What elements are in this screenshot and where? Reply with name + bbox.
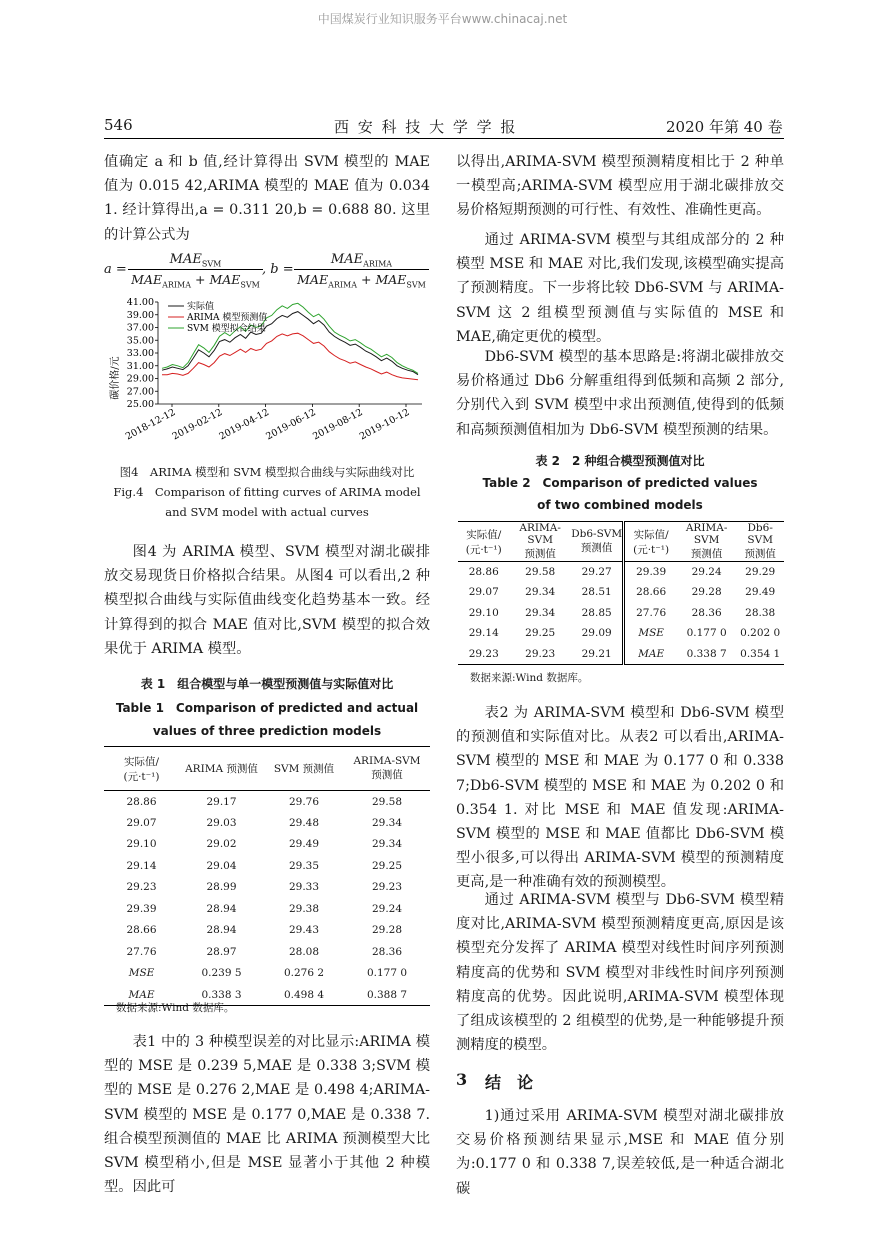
- journal-title: 西 安 科 技 大 学 学 报: [334, 118, 518, 136]
- x-tick-label: 2019-10-12: [357, 406, 412, 443]
- table-cell: 29.10: [126, 838, 157, 851]
- x-tick-label: 2019-02-12: [170, 406, 225, 443]
- table-cell: 29.39: [636, 566, 667, 578]
- figure-caption-en-2: and SVM model with actual curves: [165, 505, 369, 519]
- right-paragraph-6: 1)通过采用 ARIMA-SVM 模型对湖北碳排放交易价格预测结果显示,MSE 和 MAE 值分别为:0.177 0 和 0.338 7,误差较低,是一种适合湖北碳: [456, 1108, 784, 1197]
- table-cell: 0.498 4: [283, 988, 325, 1001]
- table-cell: 29.24: [371, 902, 403, 915]
- left-paragraph-1: 值确定 a 和 b 值,经计算得出 SVM 模型的 MAE 值为 0.015 42,ARIMA 模型的 MAE 值为 0.034 1. 经计算得出,a = 0.311 20,b = 0.688 80. 这里的计算公式为: [104, 154, 430, 243]
- table1-header-row: [104, 747, 430, 791]
- table-cell: 29.39: [126, 902, 157, 915]
- table-row: [458, 562, 784, 583]
- table-cell: 28.08: [288, 945, 320, 958]
- x-tick-label: 2019-04-12: [217, 406, 272, 443]
- table-cell: 0.338 3: [201, 988, 242, 1001]
- t2-col-db6-svm-1: Db6-SVM 预测值: [571, 522, 624, 562]
- table2-body: [458, 562, 784, 665]
- y-tick-label: 25.00: [126, 399, 154, 410]
- table-cell: 28.86: [126, 795, 157, 808]
- table-row: [458, 603, 784, 624]
- chart-axes: [124, 297, 422, 442]
- y-tick-label: 41.00: [126, 297, 154, 308]
- table-cell: 29.24: [691, 566, 722, 578]
- table-cell: 29.48: [288, 816, 320, 829]
- formula-a-lhs: a =: [104, 262, 127, 277]
- t2-col-actual-2: 实际值/ (元·t⁻¹): [633, 528, 670, 556]
- watermark: 中国煤炭行业知识服务平台www.chinacaj.net: [317, 12, 568, 26]
- table2-caption-cn: 表 2 2 种组合模型预测值对比: [535, 454, 705, 468]
- table2-note: 数据来源:Wind 数据库。: [470, 672, 589, 684]
- fitting-curves-chart: [104, 296, 430, 456]
- table-1: [104, 746, 430, 1006]
- table-cell: MSE: [128, 967, 155, 980]
- table-row: [104, 941, 430, 963]
- table-cell: 28.94: [206, 924, 237, 937]
- table-cell: 0.177 0: [366, 967, 408, 980]
- table-cell: 29.35: [288, 859, 320, 872]
- left-paragraph-2: 图4 为 ARIMA 模型、SVM 模型对湖北碳排放交易现货日价格拟合结果。从图4 可以看出,2 种模型拟合曲线与实际值曲线变化趋势基本一致。经计算得到的拟合 MAE 值对比,SVM 模型的拟合效果优于 ARIMA 模型。: [104, 544, 430, 657]
- y-axis-label: 碳价格/元: [110, 356, 121, 400]
- right-paragraph-3: Db6-SVM 模型的基本思路是:将湖北碳排放交易价格通过 Db6 分解重组得到低频和高频 2 部分,分别代入到 SVM 模型中求出预测值,使得到的低频和高频预测值相加为 Db6-SVM 模型预测的结果。: [456, 349, 784, 438]
- table-cell: 29.49: [288, 838, 320, 851]
- fraction-a: $MAE_{SVM}$ $MAE_{ARIMA} + MAE_{SVM}$: [128, 252, 263, 289]
- left-paragraph-3: 表1 中的 3 种模型误差的对比显示:ARIMA 模型的 MSE 是 0.239 5,MAE 是 0.338 3;SVM 模型的 MSE 是 0.276 2,MAE 是 0.498 4;ARIMA-SVM 模型的 MSE 是 0.177 0,MAE 是 0.338 7. 组合模型预测值的 MAE 比 ARIMA 预测模型大比 SVM 模型稍小,但是 MSE 显著小于其他 2 种模型。因此可: [104, 1034, 430, 1196]
- table2-caption-en-2: of two combined models: [537, 498, 703, 512]
- table-cell: MAE: [128, 988, 155, 1001]
- table-cell: 0.202 0: [740, 627, 781, 640]
- x-tick-label: 2018-12-12: [123, 406, 178, 443]
- table-cell: 29.14: [126, 859, 157, 872]
- table-cell: 29.04: [206, 859, 237, 872]
- section-title: 结 论: [485, 1073, 534, 1092]
- right-paragraph-1: 以得出,ARIMA-SVM 模型预测精度相比于 2 种单一模型高;ARIMA-SVM 模型应用于湖北碳排放交易价格短期预测的可行性、有效性、准确性更高。: [456, 154, 784, 219]
- y-tick-label: 31.00: [126, 360, 154, 372]
- legend-label: 实际值: [187, 302, 215, 312]
- table-row: [104, 920, 430, 942]
- chart-legend: [168, 300, 267, 334]
- t1-col-arima: ARIMA 预测值: [185, 763, 258, 775]
- table-row: [104, 963, 430, 985]
- table-cell: 29.09: [571, 623, 624, 644]
- table-row: [104, 834, 430, 856]
- table-cell: 28.36: [371, 945, 403, 958]
- table-cell: 29.28: [371, 924, 403, 937]
- table-cell: 29.03: [206, 816, 237, 829]
- table-cell: 29.07: [468, 586, 499, 599]
- table-row: [104, 791, 430, 813]
- table-cell: 0.388 7: [366, 988, 408, 1001]
- y-tick-label: 39.00: [126, 309, 154, 321]
- y-tick-label: 37.00: [126, 322, 154, 334]
- table-cell: 0.354 1: [740, 647, 781, 660]
- table2-header-row: [458, 522, 784, 562]
- x-tick-label: 2019-06-12: [264, 406, 318, 443]
- table-cell: 29.23: [371, 881, 403, 894]
- table-cell: 29.25: [525, 627, 556, 640]
- table-cell: 29.23: [468, 647, 499, 660]
- table2-caption-en-1: Table 2 Comparison of predicted values: [482, 476, 758, 490]
- table-cell: 29.23: [525, 647, 556, 660]
- table-cell: 29.21: [571, 644, 624, 665]
- table-cell: 29.10: [468, 606, 499, 619]
- table-cell: 0.276 2: [283, 967, 325, 980]
- table-row: [458, 582, 784, 603]
- table-cell: 0.239 5: [201, 967, 242, 980]
- table-cell: 29.25: [371, 859, 403, 872]
- table-cell: 29.58: [525, 566, 556, 578]
- table-cell: 28.97: [206, 945, 237, 958]
- y-tick-label: 29.00: [126, 373, 154, 385]
- table1-caption-en-2: values of three prediction models: [152, 724, 382, 738]
- table-row: [104, 812, 430, 834]
- table-cell: 29.43: [288, 924, 320, 937]
- t2-col-arima-svm-1: ARIMA-SVM 预测值: [519, 522, 561, 560]
- figure-caption-en-1: Fig.4 Comparison of fitting curves of ARIMA model: [113, 485, 421, 499]
- table-row: [104, 855, 430, 877]
- table-cell: MAE: [638, 647, 665, 660]
- table-cell: 28.85: [571, 603, 624, 624]
- page-number: 546: [104, 116, 133, 134]
- formula-b-lhs: , b =: [262, 262, 294, 277]
- right-paragraph-2: 通过 ARIMA-SVM 模型与其组成部分的 2 种模型 MSE 和 MAE 对比,我们发现,该模型确实提高了预测精度。下一步将比较 Db6-SVM 与 ARIMA-SVM 这 2 组模型预测值与实际值的 MSE 和 MAE,确定更优的模型。: [456, 232, 784, 345]
- table-row: [104, 898, 430, 920]
- table-cell: 28.86: [468, 566, 499, 578]
- table-cell: 29.38: [288, 902, 320, 915]
- fraction-b: $MAE_{ARIMA}$ $MAE_{ARIMA} + MAE_{SVM}$: [294, 252, 429, 289]
- figure-caption-cn: 图4 ARIMA 模型和 SVM 模型拟合曲线与实际曲线对比: [119, 465, 415, 479]
- table-cell: 28.94: [206, 902, 237, 915]
- table1-caption-en-1: Table 1 Comparison of predicted and actual: [115, 701, 419, 715]
- x-tick-label: 2019-08-12: [311, 406, 365, 443]
- t2-col-actual-1: 实际值/ (元·t⁻¹): [465, 528, 502, 556]
- t1-col-actual: 实际值/ (元·t⁻¹): [123, 755, 160, 783]
- table-cell: MSE: [638, 627, 664, 640]
- table-cell: 29.14: [468, 627, 499, 640]
- series-line-arima: [162, 333, 418, 380]
- table-cell: 29.02: [206, 838, 237, 851]
- table1-body: [104, 791, 430, 1006]
- table-cell: 28.66: [126, 924, 157, 937]
- table-cell: 28.99: [206, 881, 237, 894]
- right-paragraph-4: 表2 为 ARIMA-SVM 模型和 Db6-SVM 模型的预测值和实际值对比。从表2 可以看出,ARIMA-SVM 模型的 MSE 和 MAE 为 0.177 0 和 0.338 7;Db6-SVM 模型的 MSE 和 MAE 为 0.202 0 和 0.354 1. 对比 MSE 和 MAE 值发现:ARIMA-SVM 模型的 MSE 和 MAE 值都比 Db6-SVM 模型小很多,可以得出 ARIMA-SVM 模型的预测精度更高,是一种准确有效的预测模型。: [456, 705, 784, 891]
- table-cell: 27.76: [636, 606, 667, 619]
- y-tick-label: 33.00: [126, 348, 154, 359]
- issue-label: 2020 年第 40 卷: [666, 118, 783, 136]
- t1-col-arima-svm: ARIMA-SVM 预测值: [353, 755, 421, 781]
- table-cell: 29.28: [691, 586, 722, 599]
- table-row: [458, 644, 784, 665]
- table-cell: 29.34: [371, 816, 403, 829]
- t2-col-db6-svm-2: Db6-SVM 预测值: [744, 522, 776, 560]
- table-cell: 29.49: [745, 586, 776, 599]
- table-row: [458, 623, 784, 644]
- y-tick-label: 35.00: [126, 335, 154, 347]
- legend-label: SVM 模型拟合结果: [187, 324, 266, 334]
- table-cell: 29.17: [206, 795, 237, 808]
- t2-col-arima-svm-2: ARIMA-SVM 预测值: [685, 522, 728, 560]
- table-cell: 28.36: [691, 606, 722, 619]
- table-cell: 0.177 0: [686, 627, 727, 640]
- table-cell: 29.29: [745, 566, 776, 578]
- table-cell: 29.33: [288, 881, 320, 894]
- weight-formula: [104, 252, 430, 292]
- table-cell: 29.58: [371, 795, 403, 808]
- y-tick-label: 27.00: [126, 386, 154, 398]
- table-cell: 29.76: [288, 795, 320, 808]
- table-cell: 29.07: [126, 816, 157, 829]
- table-2: [458, 521, 784, 665]
- table-cell: 27.76: [126, 945, 157, 958]
- table-cell: 28.51: [571, 582, 624, 603]
- table-cell: 28.38: [745, 606, 776, 619]
- table-cell: 29.23: [126, 881, 157, 894]
- right-paragraph-5: 通过 ARIMA-SVM 模型与 Db6-SVM 模型精度对比,ARIMA-SVM 模型预测精度更高,原因是该模型充分发挥了 ARIMA 模型对线性时间序列预测精度高的优势和 SVM 模型对非线性时间序列预测精度高的优势。因此说明,ARIMA-SVM 模型体现了组成该模型的 2 组模型的优势,是一种能够提升预测精度的模型。: [456, 892, 784, 1054]
- table1-caption-cn: 表 1 组合模型与单一模型预测值与实际值对比: [140, 677, 394, 691]
- table-cell: 0.338 7: [686, 647, 727, 660]
- legend-label: ARIMA 模型预测值: [187, 313, 268, 323]
- section-number: 3: [456, 1070, 468, 1089]
- t1-col-svm: SVM 预测值: [273, 763, 335, 775]
- table-row: [104, 877, 430, 899]
- header-rule: [104, 138, 784, 139]
- table1-note: 数据来源:Wind 数据库。: [116, 1002, 235, 1014]
- table-cell: 29.34: [525, 586, 556, 599]
- table-cell: 28.66: [636, 586, 667, 599]
- table-cell: 29.34: [525, 606, 556, 619]
- table-cell: 29.27: [571, 562, 624, 583]
- table-cell: 29.34: [371, 838, 403, 851]
